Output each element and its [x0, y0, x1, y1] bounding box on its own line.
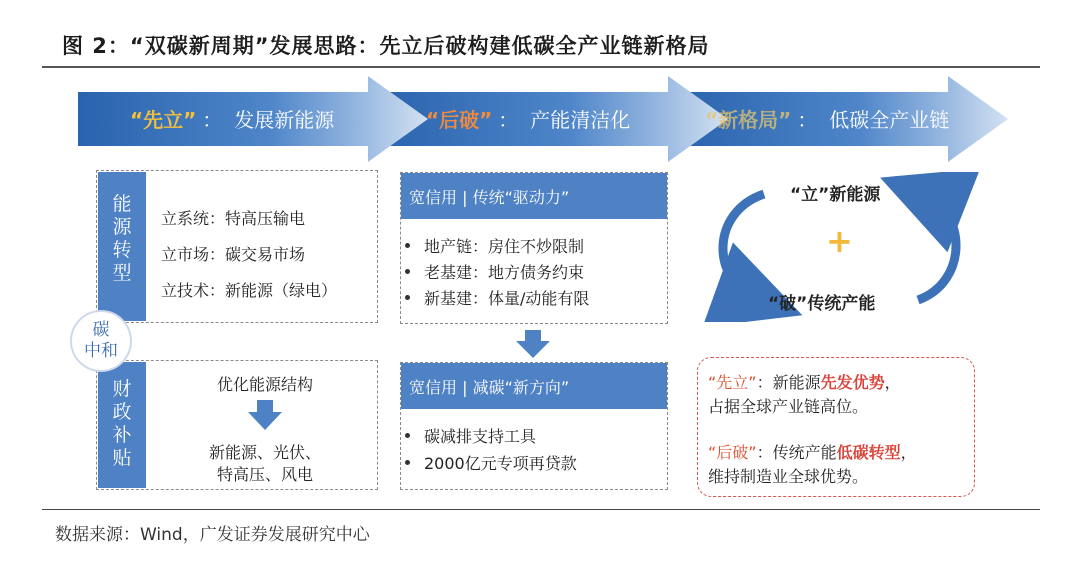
summary-p2-line2: 维持制造业全球优势。 [708, 467, 869, 486]
new-direction-header: 宽信用 | 减碳“新方向” [401, 363, 667, 409]
summary-p1-end: ， [884, 373, 901, 392]
summary-p2-quote: “后破” [708, 443, 757, 462]
fiscal-side-char-1: 财 [112, 378, 132, 400]
energy-transition-sidebar [98, 172, 146, 321]
summary-p1-mid: ：新能源 [756, 373, 821, 392]
energy-side-char-1: 能 [112, 193, 132, 215]
arrow-1-colon: ： [202, 108, 223, 132]
energy-side-char-2: 源 [112, 216, 132, 238]
arrow-3-quote: “新格局” [705, 108, 792, 132]
energy-item-3: 立技术：新能源（绿电） [161, 281, 338, 300]
arrow-2-text: 产能清洁化 [530, 108, 631, 132]
energy-side-char-3: 转 [112, 239, 132, 261]
traditional-item-3-text: 新基建：体量/动能有限 [424, 289, 590, 308]
traditional-item-1 [405, 234, 584, 257]
summary-p1-highlight: 先发优势 [820, 373, 885, 392]
new-direction-item-1-text: 碳减排支持工具 [424, 427, 537, 446]
badge-line-2: 中和 [84, 341, 118, 361]
fiscal-side-char-3: 补 [112, 424, 132, 446]
cycle-top-label: “立”新能源 [790, 185, 881, 205]
source-note: 数据来源：Wind，广发证券发展研究中心 [55, 525, 370, 545]
fiscal-side-char-2: 政 [112, 401, 132, 423]
traditional-item-2 [405, 260, 584, 283]
cycle-left-arrow [723, 194, 764, 300]
arrow-3-colon: ： [797, 108, 818, 132]
down-arrow-icon [248, 400, 282, 430]
arrow-3-text: 低碳全产业链 [829, 108, 950, 132]
fiscal-bottom-line-2: 特高压、风电 [216, 465, 313, 484]
bullet-dot [405, 269, 410, 274]
bullet-dot [405, 243, 410, 248]
summary-p2-end: ， [900, 443, 917, 462]
badge-line-1: 碳 [92, 320, 110, 340]
new-direction-item-2-text: 2000亿元专项再贷款 [424, 454, 577, 473]
bullet-dot [405, 433, 410, 438]
bullet-dot [405, 460, 410, 465]
traditional-item-1-text: 地产链：房住不炒限制 [424, 237, 585, 256]
plus-icon: + [826, 222, 853, 260]
arrow-2-colon: ： [498, 108, 519, 132]
cycle-right-arrow [918, 194, 956, 300]
bottom-divider [42, 509, 1040, 510]
arrow-label-2 [426, 104, 630, 133]
summary-p1-line2: 占据全球产业链高位。 [708, 397, 869, 416]
summary-p2-highlight: 低碳转型 [836, 443, 901, 462]
new-direction-item-2 [405, 451, 577, 474]
traditional-drivers-header: 宽信用 | 传统“驱动力” [401, 173, 667, 219]
arrow-1-text: 发展新能源 [234, 108, 335, 132]
summary-p1-line1 [708, 370, 901, 393]
summary-p2-mid: ：传统产能 [756, 443, 837, 462]
arrow-label-1 [130, 104, 334, 133]
energy-side-char-4: 型 [112, 262, 132, 284]
title-divider [42, 66, 1040, 68]
traditional-item-3 [405, 286, 589, 309]
fiscal-side-char-4: 贴 [112, 447, 132, 469]
new-direction-item-1 [405, 424, 536, 447]
bullet-dot [405, 295, 410, 300]
fiscal-top-text: 优化能源结构 [216, 375, 313, 394]
down-arrow-icon [516, 330, 550, 358]
energy-item-1: 立系统：特高压输电 [161, 209, 306, 228]
summary-p2-line1 [708, 440, 917, 463]
figure-title: 图 2：“双碳新周期”发展思路：先立后破构建低碳全产业链新格局 [62, 34, 710, 58]
arrow-1-quote: “先立” [130, 108, 197, 132]
summary-p1-quote: “先立” [708, 373, 757, 392]
fiscal-bottom-line-1: 新能源、光伏、 [208, 443, 321, 462]
traditional-item-2-text: 老基建：地方债务约束 [424, 263, 585, 282]
arrow-label-3 [705, 104, 949, 133]
cycle-bottom-label: “破”传统产能 [768, 294, 876, 314]
energy-item-2: 立市场：碳交易市场 [161, 245, 306, 264]
fiscal-subsidy-sidebar [98, 362, 146, 488]
arrow-2-quote: “后破” [426, 108, 493, 132]
carbon-neutral-badge [70, 310, 132, 372]
